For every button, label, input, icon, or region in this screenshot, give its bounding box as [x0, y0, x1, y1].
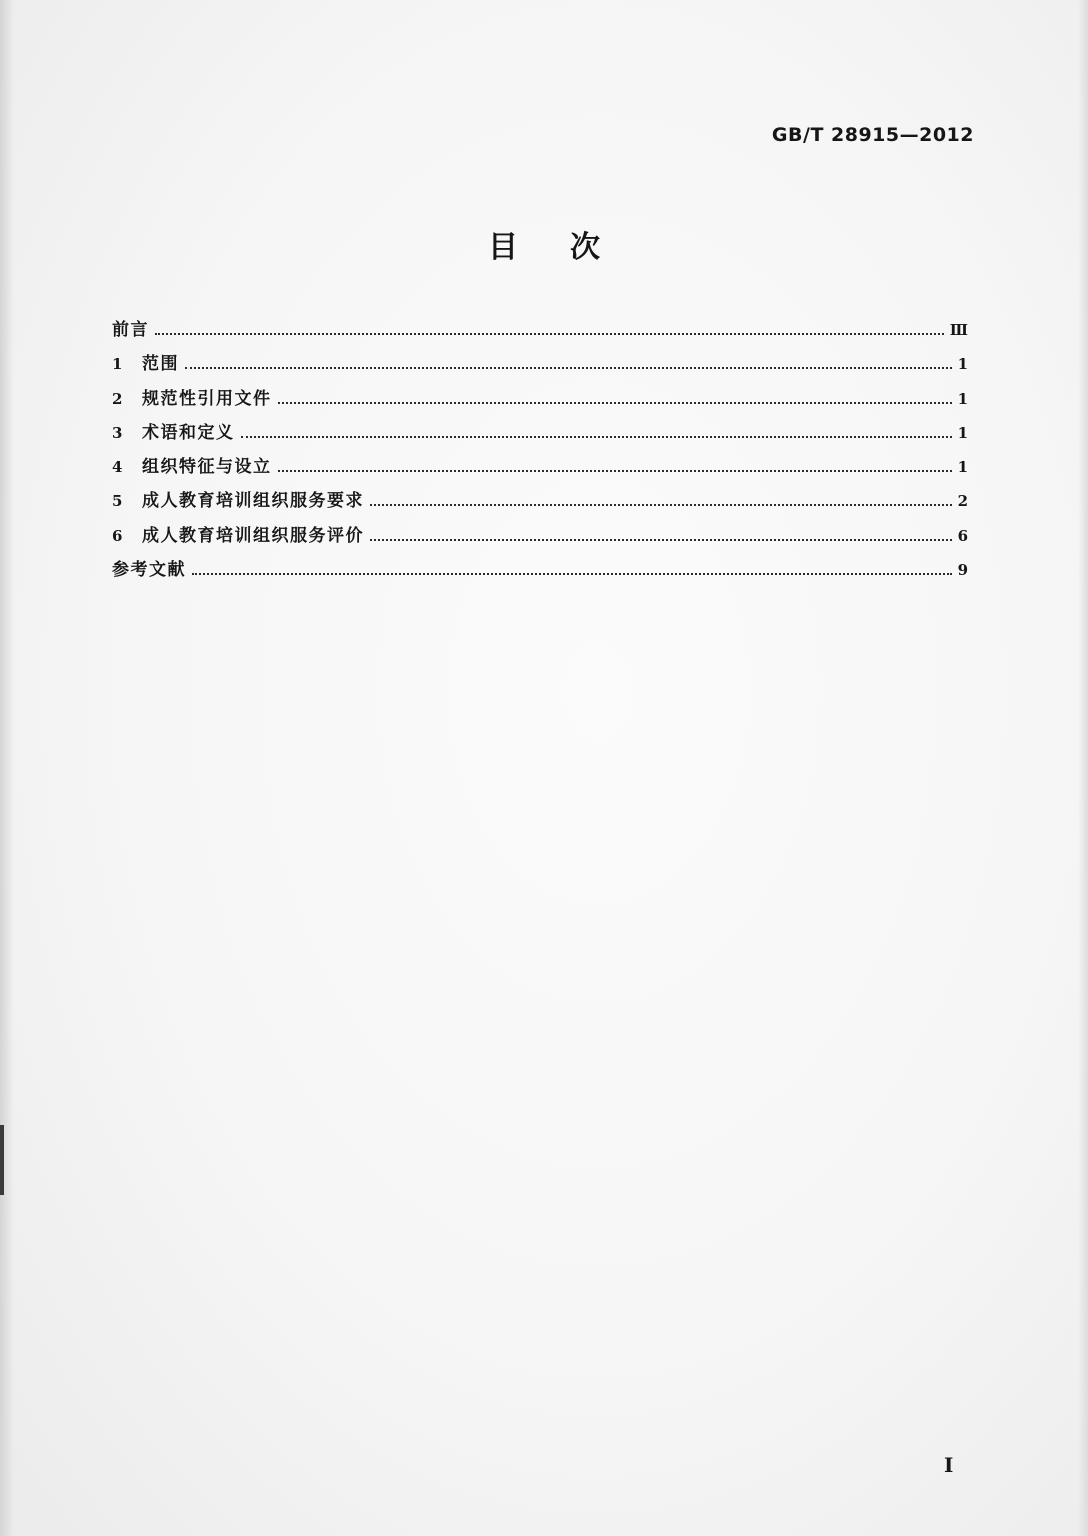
toc-entry-page: 1 — [957, 355, 968, 374]
toc-entry-label: 术语和定义 — [142, 422, 235, 443]
toc-entry-page: 1 — [957, 423, 968, 442]
toc-entry-page: Ⅲ — [949, 321, 968, 339]
toc-entry-organization-features[interactable] — [112, 452, 968, 486]
toc-leader-dots — [278, 470, 952, 472]
toc-entry-page: 9 — [957, 561, 968, 580]
toc-entry-label: 成人教育培训组织服务要求 — [142, 491, 364, 512]
toc-entry-number: 1 — [112, 355, 123, 374]
toc-entry-label: 组织特征与设立 — [142, 457, 272, 478]
toc-leader-dots — [370, 504, 952, 506]
toc-entry-number: 6 — [112, 526, 123, 545]
edge-mark — [0, 1125, 4, 1195]
toc-entry-normative-references[interactable] — [112, 384, 968, 418]
toc-entry-label: 前言 — [112, 320, 149, 340]
toc-entry-terms-definitions[interactable] — [112, 418, 968, 452]
table-of-contents — [112, 315, 968, 589]
toc-entry-page: 6 — [957, 526, 968, 545]
toc-entry-service-requirements[interactable] — [112, 486, 968, 520]
toc-leader-dots — [241, 436, 952, 438]
toc-entry-page: 1 — [957, 389, 968, 408]
toc-leader-dots — [278, 402, 952, 404]
toc-entry-label: 范围 — [142, 354, 179, 375]
toc-entry-number: 2 — [112, 389, 123, 408]
toc-title: 目次 — [488, 230, 652, 265]
toc-entry-page: 2 — [957, 492, 968, 511]
toc-leader-dots — [185, 367, 952, 369]
standard-code: GB/T 28915—2012 — [771, 124, 974, 146]
toc-entry-number: 5 — [112, 492, 123, 511]
toc-entry-label: 规范性引用文件 — [142, 388, 272, 409]
toc-entry-service-evaluation[interactable] — [112, 521, 968, 555]
toc-entry-bibliography[interactable] — [112, 555, 968, 589]
toc-leader-dots — [370, 539, 952, 541]
toc-entry-label: 参考文献 — [112, 560, 186, 581]
toc-entry-label: 成人教育培训组织服务评价 — [142, 525, 364, 546]
toc-entry-number: 4 — [112, 458, 123, 477]
toc-entry-number: 3 — [112, 423, 123, 442]
toc-entry-foreword[interactable] — [112, 315, 968, 349]
page-number: I — [944, 1453, 954, 1477]
toc-entry-page: 1 — [957, 458, 968, 477]
toc-entry-scope[interactable] — [112, 349, 968, 383]
toc-leader-dots — [192, 573, 952, 575]
toc-leader-dots — [155, 333, 944, 335]
